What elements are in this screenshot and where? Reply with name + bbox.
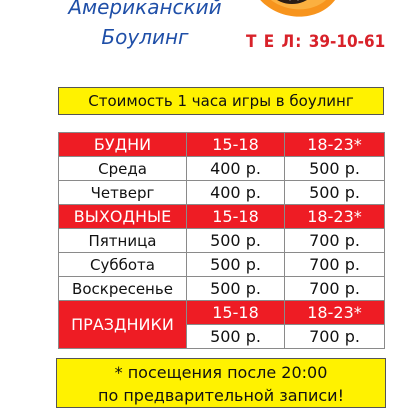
weekdays-time-1: 15-18 [187, 133, 285, 157]
booking-note [56, 358, 386, 408]
price-cell: 700 р. [285, 325, 385, 349]
price-cell: 500 р. [285, 157, 385, 181]
price-cell: 500 р. [187, 229, 285, 253]
weekend-header-row [59, 205, 385, 229]
weekend-time-2: 18-23* [285, 205, 385, 229]
price-cell: 700 р. [285, 229, 385, 253]
price-cell: 700 р. [285, 277, 385, 301]
weekend-label: ВЫХОДНЫЕ [59, 205, 187, 229]
weekend-time-1: 15-18 [187, 205, 285, 229]
weekdays-label: БУДНИ [59, 133, 187, 157]
price-table [58, 132, 385, 349]
day-name: Среда [59, 157, 187, 181]
table-row [59, 229, 385, 253]
phone-value: 39-10-61 [308, 32, 386, 52]
price-cell: 500 р. [187, 277, 285, 301]
price-cell: 500 р. [187, 253, 285, 277]
price-cell: 700 р. [285, 253, 385, 277]
price-cell: 500 р. [285, 181, 385, 205]
note-line-2: по предварительной записи! [98, 386, 344, 405]
weekdays-time-2: 18-23* [285, 133, 385, 157]
holidays-header-row [59, 301, 385, 325]
day-name: Суббота [59, 253, 187, 277]
day-name: Пятница [59, 229, 187, 253]
holidays-time-2: 18-23* [285, 301, 385, 325]
brand-line-1: Американский [68, 0, 222, 19]
phone-number [246, 32, 385, 52]
brand-line-2: Боулинг [101, 25, 189, 49]
price-title: Стоимость 1 часа игры в боулинг [58, 87, 384, 115]
weekdays-header-row [59, 133, 385, 157]
day-name: Четверг [59, 181, 187, 205]
holidays-label: ПРАЗДНИКИ [59, 301, 187, 349]
bowling-ball-mascot-icon [242, 0, 342, 32]
price-cell: 400 р. [187, 181, 285, 205]
table-row [59, 181, 385, 205]
table-row [59, 253, 385, 277]
price-cell: 400 р. [187, 157, 285, 181]
holidays-time-1: 15-18 [187, 301, 285, 325]
price-cell: 500 р. [187, 325, 285, 349]
table-row [59, 157, 385, 181]
day-name: Воскресенье [59, 277, 187, 301]
note-line-1: * посещения после 20:00 [114, 363, 328, 382]
phone-label: Т Е Л: [246, 32, 303, 52]
table-row [59, 277, 385, 301]
brand-name [60, 0, 230, 52]
